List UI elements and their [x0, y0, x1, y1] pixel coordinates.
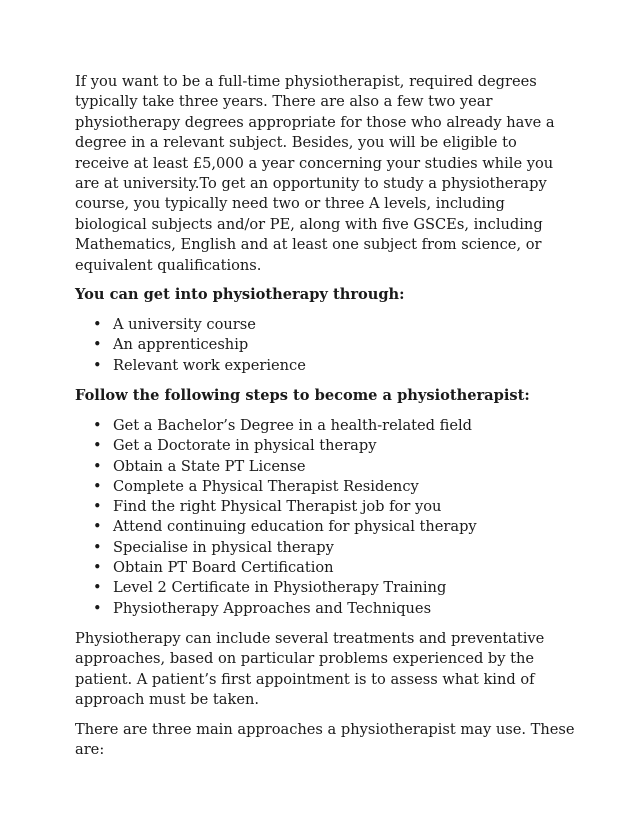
- list-item-label: Get a Bachelor’s Degree in a health-related field: [113, 416, 473, 434]
- treatment-paragraph: Physiotherapy can include several treatments and preventative approaches, based on particular problems experienced by the patient. A patient’s first appointment is to assess what kind of approach must be taken.: [75, 629, 545, 709]
- bullet-icon: •: [93, 477, 102, 495]
- list-item-label: Find the right Physical Therapist job for you: [113, 498, 442, 516]
- list-item: [93, 599, 575, 619]
- list-item-label: An apprenticeship: [113, 336, 249, 354]
- list-item-label: Specialise in physical therapy: [113, 538, 334, 556]
- document-page: [75, 72, 575, 769]
- approaches-paragraph: There are three main approaches a physiotherapist may use. These are:: [75, 720, 575, 758]
- list-item: [93, 315, 575, 335]
- bullet-icon: •: [93, 599, 102, 617]
- bullet-icon: •: [93, 356, 102, 374]
- list-item: [93, 538, 575, 558]
- bullet-icon: •: [93, 518, 102, 536]
- bullet-icon: •: [93, 437, 102, 455]
- list-item-label: Attend continuing education for physical therapy: [113, 518, 477, 536]
- list-item: [93, 517, 575, 537]
- list-item: [93, 578, 575, 598]
- list-item-label: Relevant work experience: [113, 356, 306, 374]
- list-item-label: A university course: [113, 316, 256, 334]
- bullet-icon: •: [93, 538, 102, 556]
- steps-list: [75, 416, 575, 619]
- list-item: [93, 558, 575, 578]
- routes-heading: You can get into physiotherapy through:: [75, 286, 405, 304]
- list-item: [93, 497, 575, 517]
- intro-paragraph: If you want to be a full-time physiotherapist, required degrees typically take three years. There are also a few two year physiotherapy degrees appropriate for those who already have a degree in a relevant subject. Besides, you will be eligible to receive at least £5,000 a year concerning your studies while you are at university.To get an opportunity to study a physiotherapy course, you typically need two or three A levels, including biological subjects and/or PE, along with five GSCEs, including Mathematics, English and at least one subject from science, or equivalent qualifications.: [75, 73, 555, 274]
- bullet-icon: •: [93, 457, 102, 475]
- list-item-label: Complete a Physical Therapist Residency: [113, 477, 419, 495]
- list-item-label: Obtain a State PT License: [113, 457, 306, 475]
- list-item: [93, 477, 575, 497]
- steps-heading: Follow the following steps to become a physiotherapist:: [75, 386, 530, 404]
- bullet-icon: •: [93, 336, 102, 354]
- list-item-label: Get a Doctorate in physical therapy: [113, 437, 377, 455]
- list-item-label: Level 2 Certificate in Physiotherapy Training: [113, 579, 447, 597]
- bullet-icon: •: [93, 316, 102, 334]
- list-item: [93, 436, 575, 456]
- list-item: [93, 457, 575, 477]
- bullet-icon: •: [93, 579, 102, 597]
- bullet-icon: •: [93, 416, 102, 434]
- bullet-icon: •: [93, 498, 102, 516]
- routes-list: [75, 315, 575, 376]
- list-item-label: Physiotherapy Approaches and Techniques: [113, 599, 432, 617]
- list-item: [93, 356, 575, 376]
- list-item-label: Obtain PT Board Certification: [113, 559, 334, 577]
- bullet-icon: •: [93, 559, 102, 577]
- list-item: [93, 416, 575, 436]
- list-item: [93, 335, 575, 355]
